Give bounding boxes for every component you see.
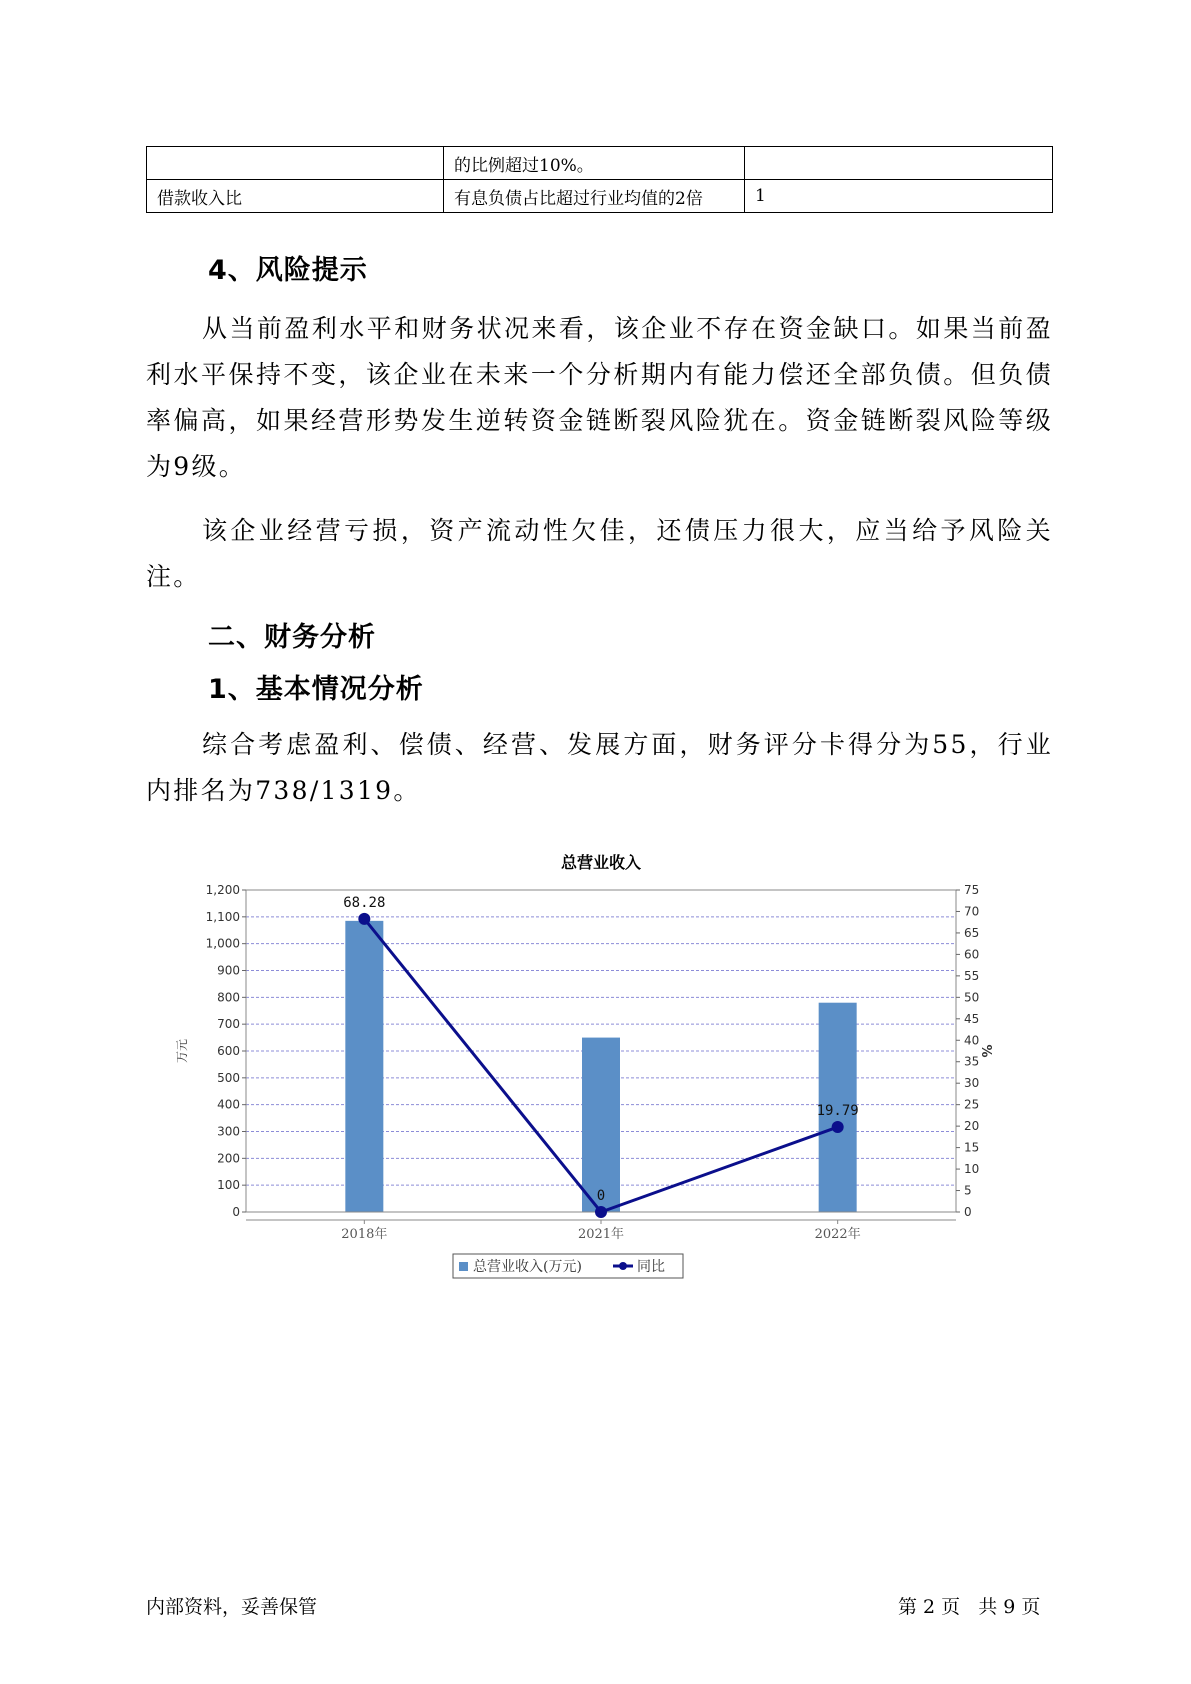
yoy-point	[595, 1206, 607, 1218]
chart-title: 总营业收入	[560, 853, 642, 872]
risk-paragraph-1: 从当前盈利水平和财务状况来看，该企业不存在资金缺口。如果当前盈利水平保持不变，该企业在未来一个分析期内有能力偿还全部负债。但负债率偏高，如果经营形势发生逆转资金链断裂风险犹在。资金链断裂风险等级为9级。	[146, 314, 1053, 481]
y-right-tick-label: 5	[964, 1183, 972, 1198]
y-tick-label: 1,200	[205, 883, 240, 897]
y-tick-label: 800	[217, 990, 240, 1005]
y-tick-label: 1,100	[205, 909, 240, 924]
table-cell: 1	[745, 180, 1053, 213]
y-right-tick-label: 50	[964, 990, 980, 1005]
footer-confidential: 内部资料，妥善保管	[146, 1596, 318, 1618]
yoy-data-label: 19.79	[816, 1103, 859, 1120]
indicator-table	[146, 146, 1053, 213]
y-right-tick-label: 55	[964, 968, 980, 983]
revenue-chart-svg	[170, 848, 1000, 1313]
total-num: 9	[1003, 1596, 1016, 1618]
table-cell	[745, 147, 1053, 180]
footer-page-number	[898, 1592, 1046, 1619]
y-right-tick-label: 65	[964, 925, 980, 940]
y-right-tick-label: 10	[964, 1162, 980, 1177]
y-tick-label: 100	[217, 1178, 240, 1193]
legend-bar-label: 总营业收入(万元)	[473, 1259, 582, 1275]
revenue-chart	[170, 848, 1000, 1313]
finance-heading: 二、财务分析	[208, 622, 376, 653]
y-tick-label: 200	[217, 1151, 240, 1166]
y-right-axis-label: %	[978, 1044, 993, 1058]
total-label: 共	[978, 1596, 998, 1618]
y-right-tick-label: 60	[964, 947, 980, 962]
legend-line-label: 同比	[637, 1259, 665, 1275]
table-row	[147, 147, 1053, 180]
page-label: 第	[898, 1596, 918, 1618]
y-right-tick-label: 35	[964, 1054, 980, 1069]
page-unit: 页	[941, 1596, 961, 1618]
yoy-data-label: 68.28	[343, 894, 386, 911]
table-cell: 借款收入比	[147, 180, 444, 213]
y-tick-label: 400	[217, 1097, 240, 1112]
yoy-point	[832, 1121, 844, 1133]
y-right-tick-label: 20	[964, 1119, 980, 1134]
table-cell	[147, 147, 444, 180]
y-tick-label: 500	[217, 1070, 240, 1085]
page-num: 2	[923, 1596, 936, 1618]
yoy-data-label: 0	[596, 1188, 606, 1204]
x-tick-label: 2018年	[341, 1227, 388, 1242]
y-tick-label: 700	[217, 1017, 240, 1032]
y-right-tick-label: 15	[964, 1140, 980, 1155]
table-cell: 的比例超过10%。	[444, 147, 745, 180]
y-right-tick-label: 25	[964, 1097, 980, 1112]
y-tick-label: 600	[217, 1044, 240, 1058]
yoy-point	[358, 913, 370, 925]
x-tick-label: 2022年	[814, 1227, 861, 1242]
table-cell: 有息负债占比超过行业均值的2倍	[444, 180, 745, 213]
legend-line-marker	[619, 1262, 627, 1270]
y-tick-label: 1,000	[205, 936, 240, 951]
bar	[345, 921, 383, 1212]
y-tick-label: 300	[217, 1124, 240, 1139]
y-right-tick-label: 45	[964, 1011, 980, 1026]
y-right-tick-label: 75	[964, 883, 980, 897]
y-tick-label: 0	[232, 1205, 240, 1219]
risk-heading: 4、风险提示	[208, 255, 368, 286]
basic-analysis-paragraph: 综合考虑盈利、偿债、经营、发展方面，财务评分卡得分为55，行业内排名为738/1319。	[146, 730, 1053, 805]
table-row	[147, 180, 1053, 213]
bar	[582, 1038, 620, 1212]
total-unit: 页	[1021, 1596, 1041, 1618]
y-right-tick-label: 40	[964, 1033, 980, 1048]
risk-paragraph-2: 该企业经营亏损，资产流动性欠佳，还债压力很大，应当给予风险关注。	[146, 516, 1053, 591]
y-right-tick-label: 70	[964, 904, 980, 919]
y-axis-label: 万元	[175, 1038, 189, 1064]
basic-analysis-heading: 1、基本情况分析	[208, 674, 424, 705]
x-tick-label: 2021年	[577, 1227, 625, 1242]
y-right-tick-label: 0	[964, 1205, 972, 1219]
legend-bar-swatch	[459, 1262, 468, 1271]
y-right-tick-label: 30	[964, 1076, 980, 1091]
y-tick-label: 900	[217, 963, 240, 978]
